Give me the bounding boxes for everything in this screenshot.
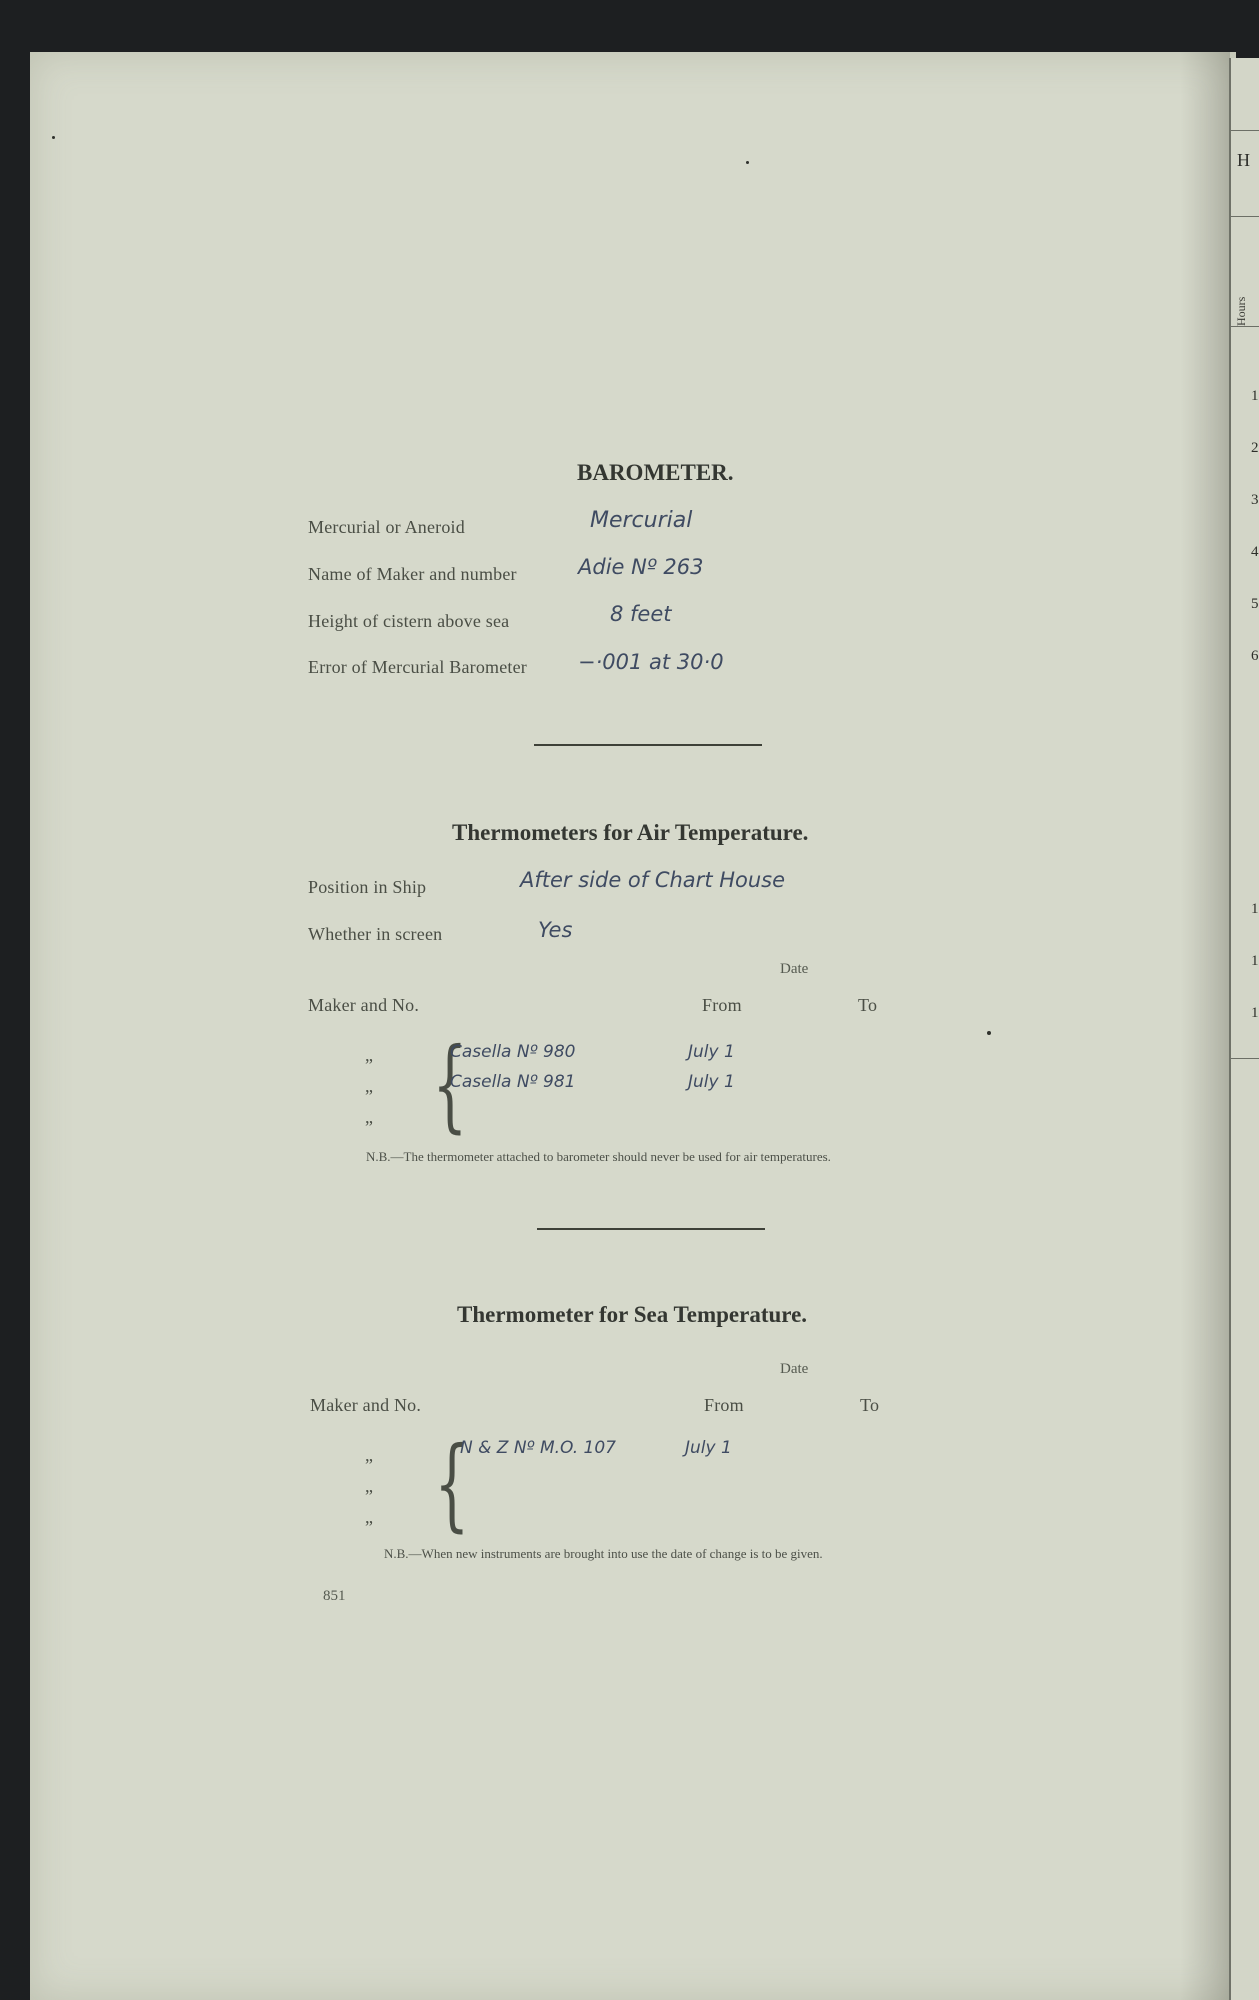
ditto-mark: „	[365, 1107, 374, 1127]
air-entry-maker: Casella Nº 981	[450, 1072, 576, 1092]
barometer-height-label: Height of cistern above sea	[308, 611, 510, 631]
barometer-type-value: Mercurial	[590, 508, 693, 533]
adjacent-rule	[1231, 326, 1259, 327]
adjacent-number: 1	[1251, 1005, 1259, 1021]
ditto-mark: „	[365, 1476, 374, 1496]
form-number: 851	[323, 1588, 346, 1604]
sea-to-label: To	[860, 1395, 880, 1415]
barometer-type-label: Mercurial or Aneroid	[308, 517, 465, 537]
air-date-label: Date	[780, 961, 809, 977]
air-thermometers-heading: Thermometers for Air Temperature.	[452, 820, 809, 845]
paper-speck	[52, 136, 55, 139]
barometer-error-label: Error of Mercurial Barometer	[308, 657, 527, 677]
section-divider	[537, 1228, 765, 1230]
adjacent-header-letter: H	[1237, 150, 1250, 170]
ditto-mark: „	[365, 1445, 374, 1465]
air-position-label: Position in Ship	[308, 877, 427, 897]
paper-speck	[746, 161, 749, 164]
brace-icon: {	[432, 1026, 468, 1143]
sea-entry-maker: N & Z Nº M.O. 107	[460, 1438, 616, 1458]
ditto-mark: „	[365, 1507, 374, 1527]
ditto-mark: „	[365, 1076, 374, 1096]
air-screen-value: Yes	[538, 918, 573, 942]
sea-date-label: Date	[780, 1361, 809, 1377]
adjacent-number: 6	[1251, 648, 1259, 664]
adjacent-hours-label: Hours	[1234, 296, 1248, 326]
barometer-maker-label: Name of Maker and number	[308, 564, 517, 584]
sea-thermometer-heading: Thermometer for Sea Temperature.	[457, 1302, 808, 1327]
barometer-height-value: 8 feet	[610, 602, 672, 626]
adjacent-number: 5	[1251, 596, 1259, 612]
air-from-label: From	[702, 995, 742, 1015]
ditto-mark: „	[365, 1045, 374, 1065]
section-divider	[534, 744, 762, 746]
sea-from-label: From	[704, 1395, 744, 1415]
page-gutter-shadow	[1180, 52, 1230, 2000]
air-maker-label: Maker and No.	[308, 995, 420, 1015]
barometer-maker-value: Adie Nº 263	[578, 555, 704, 579]
air-entry-from: July 1	[688, 1072, 735, 1092]
adjacent-number: 2	[1251, 440, 1259, 456]
air-screen-label: Whether in screen	[308, 924, 443, 944]
adjacent-number: 1	[1251, 953, 1259, 969]
adjacent-rule	[1231, 216, 1259, 217]
paper-speck	[987, 1031, 991, 1035]
air-note: N.B.—The thermometer attached to barometer should never be used for air temperatures.	[366, 1149, 831, 1164]
barometer-error-value: −·001 at 30·0	[578, 650, 724, 674]
barometer-heading: BAROMETER.	[577, 460, 734, 485]
air-entry-maker: Casella Nº 980	[450, 1042, 576, 1062]
document-page	[30, 52, 1236, 2000]
sea-maker-label: Maker and No.	[310, 1395, 422, 1415]
adjacent-number: 1	[1251, 901, 1259, 917]
adjacent-number: 4	[1251, 544, 1259, 560]
adjacent-rule-top	[1231, 130, 1259, 131]
air-position-value: After side of Chart House	[520, 868, 786, 892]
sea-note: N.B.—When new instruments are brought into use the date of change is to be given.	[384, 1546, 823, 1561]
air-to-label: To	[858, 995, 878, 1015]
sea-entry-from: July 1	[685, 1438, 732, 1458]
adjacent-number: 3	[1251, 492, 1259, 508]
adjacent-rule	[1231, 1058, 1259, 1059]
adjacent-number: 1	[1251, 388, 1259, 404]
adjacent-page	[1229, 58, 1259, 2000]
air-entry-from: July 1	[688, 1042, 735, 1062]
brace-icon: {	[434, 1425, 470, 1542]
